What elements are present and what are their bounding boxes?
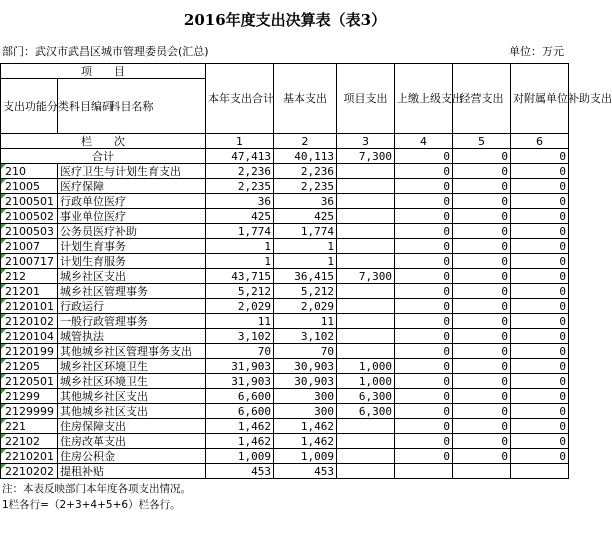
- col-number: 4: [395, 134, 453, 149]
- col-number: 6: [511, 134, 569, 149]
- subject-code: 2210201: [1, 449, 58, 464]
- table-row: [1, 329, 569, 344]
- amount-cell: [337, 179, 395, 194]
- col-subsidy-header: 对附属单位补助支出: [511, 64, 569, 134]
- total-cell: 0: [511, 149, 569, 164]
- amount-cell: 0: [453, 374, 511, 389]
- subject-name: 医疗卫生与计划生育支出: [58, 164, 206, 179]
- amount-cell: 3,102: [274, 329, 337, 344]
- amount-cell: [337, 344, 395, 359]
- amount-cell: 0: [453, 164, 511, 179]
- total-cell: 7,300: [337, 149, 395, 164]
- amount-cell: 70: [274, 344, 337, 359]
- subject-code: 21007: [1, 239, 58, 254]
- amount-cell: 0: [453, 359, 511, 374]
- subject-code: 21299: [1, 389, 58, 404]
- subject-code: 2100501: [1, 194, 58, 209]
- amount-cell: 1,009: [274, 449, 337, 464]
- amount-cell: 0: [511, 374, 569, 389]
- amount-cell: 0: [511, 254, 569, 269]
- table-row: [1, 164, 569, 179]
- subject-code: 2120199: [1, 344, 58, 359]
- amount-cell: 0: [395, 239, 453, 254]
- amount-cell: 0: [511, 284, 569, 299]
- table-row: [1, 269, 569, 284]
- total-cell: 0: [453, 149, 511, 164]
- amount-cell: 425: [274, 209, 337, 224]
- amount-cell: 0: [395, 209, 453, 224]
- amount-cell: 2,235: [206, 179, 274, 194]
- amount-cell: [337, 419, 395, 434]
- amount-cell: 0: [395, 374, 453, 389]
- table-note: 注：本表反映部门本年度各项支出情况。: [2, 483, 191, 495]
- amount-cell: 31,903: [206, 359, 274, 374]
- amount-cell: 0: [511, 224, 569, 239]
- amount-cell: 0: [511, 389, 569, 404]
- table-row: [1, 179, 569, 194]
- amount-cell: 6,300: [337, 404, 395, 419]
- amount-cell: [337, 329, 395, 344]
- amount-cell: 36,415: [274, 269, 337, 284]
- amount-cell: 0: [453, 449, 511, 464]
- table-row: [1, 434, 569, 449]
- amount-cell: 1,009: [206, 449, 274, 464]
- table-row: [1, 344, 569, 359]
- amount-cell: 0: [453, 329, 511, 344]
- table-row: [1, 404, 569, 419]
- subject-name: 城管执法: [58, 329, 206, 344]
- subject-name: 计划生育事务: [58, 239, 206, 254]
- amount-cell: 1,774: [274, 224, 337, 239]
- name-header: 科目名称: [58, 79, 206, 134]
- amount-cell: 0: [453, 209, 511, 224]
- subject-code: 21005: [1, 179, 58, 194]
- amount-cell: 3,102: [206, 329, 274, 344]
- col-basic-header: 基本支出: [274, 64, 337, 134]
- table-row: [1, 299, 569, 314]
- amount-cell: 2,235: [274, 179, 337, 194]
- table-row: [1, 254, 569, 269]
- col-upper-header: 上缴上级支出: [395, 64, 453, 134]
- amount-cell: 0: [511, 209, 569, 224]
- unit-label: 单位：万元: [509, 45, 564, 58]
- amount-cell: 453: [206, 464, 274, 479]
- col-business-header: 经营支出: [453, 64, 511, 134]
- amount-cell: 1,000: [337, 359, 395, 374]
- amount-cell: 0: [395, 434, 453, 449]
- amount-cell: 0: [453, 404, 511, 419]
- item-header: 项 目: [1, 64, 206, 79]
- col-number: 2: [274, 134, 337, 149]
- amount-cell: [337, 194, 395, 209]
- amount-cell: 0: [395, 284, 453, 299]
- table-row: [1, 359, 569, 374]
- amount-cell: [395, 464, 453, 479]
- amount-cell: 0: [453, 434, 511, 449]
- amount-cell: 2,236: [274, 164, 337, 179]
- amount-cell: 0: [395, 359, 453, 374]
- amount-cell: 425: [206, 209, 274, 224]
- amount-cell: 0: [395, 224, 453, 239]
- amount-cell: 1: [206, 239, 274, 254]
- subject-code: 21205: [1, 359, 58, 374]
- table-row: [1, 449, 569, 464]
- amount-cell: 0: [395, 329, 453, 344]
- col-project-header: 项目支出: [337, 64, 395, 134]
- amount-cell: 0: [395, 449, 453, 464]
- subject-name: 城乡社区支出: [58, 269, 206, 284]
- table-row: [1, 374, 569, 389]
- amount-cell: 7,300: [337, 269, 395, 284]
- subject-code: 2100503: [1, 224, 58, 239]
- subject-name: 提租补贴: [58, 464, 206, 479]
- total-cell: 40,113: [274, 149, 337, 164]
- amount-cell: 1: [274, 254, 337, 269]
- col-number: 3: [337, 134, 395, 149]
- amount-cell: 0: [511, 299, 569, 314]
- amount-cell: 0: [395, 344, 453, 359]
- subject-code: 22102: [1, 434, 58, 449]
- table-row: [1, 194, 569, 209]
- subject-code: 2210202: [1, 464, 58, 479]
- subject-name: 住房公积金: [58, 449, 206, 464]
- col-total-header: 本年支出合计: [206, 64, 274, 134]
- lanci-label: 栏 次: [1, 134, 206, 149]
- amount-cell: 36: [274, 194, 337, 209]
- amount-cell: [337, 254, 395, 269]
- expenditure-table: [0, 63, 612, 479]
- total-label: 合计: [1, 149, 206, 164]
- amount-cell: 2,029: [206, 299, 274, 314]
- report-title: 2016年度支出决算表（表3）: [183, 11, 387, 29]
- table-row: [1, 239, 569, 254]
- subject-code: 2120501: [1, 374, 58, 389]
- amount-cell: 0: [511, 194, 569, 209]
- amount-cell: 0: [511, 359, 569, 374]
- subject-name: 公务员医疗补助: [58, 224, 206, 239]
- amount-cell: 6,600: [206, 389, 274, 404]
- amount-cell: 453: [274, 464, 337, 479]
- subject-name: 城乡社区环境卫生: [58, 359, 206, 374]
- amount-cell: 0: [511, 419, 569, 434]
- amount-cell: 1,000: [337, 374, 395, 389]
- amount-cell: 30,903: [274, 374, 337, 389]
- subject-name: 城乡社区管理事务: [58, 284, 206, 299]
- amount-cell: 0: [395, 164, 453, 179]
- amount-cell: [337, 164, 395, 179]
- amount-cell: 1: [274, 239, 337, 254]
- subject-code: 2120102: [1, 314, 58, 329]
- amount-cell: 0: [511, 329, 569, 344]
- amount-cell: 0: [453, 194, 511, 209]
- subject-code: 21201: [1, 284, 58, 299]
- total-row: [1, 149, 569, 164]
- amount-cell: [337, 209, 395, 224]
- amount-cell: 0: [453, 344, 511, 359]
- amount-cell: 1,462: [274, 434, 337, 449]
- amount-cell: [337, 464, 395, 479]
- subject-code: 2129999: [1, 404, 58, 419]
- subject-name: 住房改革支出: [58, 434, 206, 449]
- total-cell: 47,413: [206, 149, 274, 164]
- amount-cell: 0: [395, 404, 453, 419]
- amount-cell: 0: [453, 239, 511, 254]
- amount-cell: 0: [453, 269, 511, 284]
- amount-cell: 0: [511, 239, 569, 254]
- amount-cell: 0: [395, 314, 453, 329]
- amount-cell: [337, 299, 395, 314]
- subject-name: 行政运行: [58, 299, 206, 314]
- amount-cell: 1,774: [206, 224, 274, 239]
- amount-cell: 0: [511, 269, 569, 284]
- amount-cell: 5,212: [206, 284, 274, 299]
- amount-cell: 43,715: [206, 269, 274, 284]
- department-label: 部门：武汉市武昌区城市管理委员会(汇总): [2, 45, 209, 58]
- subject-code: 210: [1, 164, 58, 179]
- amount-cell: 0: [511, 404, 569, 419]
- amount-cell: 0: [511, 449, 569, 464]
- column-number-row: [1, 134, 569, 149]
- table-row: [1, 209, 569, 224]
- amount-cell: 1: [206, 254, 274, 269]
- table-row: [1, 224, 569, 239]
- amount-cell: 2,029: [274, 299, 337, 314]
- amount-cell: 11: [274, 314, 337, 329]
- subject-code: 2100717: [1, 254, 58, 269]
- amount-cell: 30,903: [274, 359, 337, 374]
- subject-name: 其他城乡社区支出: [58, 404, 206, 419]
- amount-cell: 0: [453, 224, 511, 239]
- total-cell: 0: [395, 149, 453, 164]
- amount-cell: 0: [395, 299, 453, 314]
- table-row: [1, 419, 569, 434]
- subject-code: 2120101: [1, 299, 58, 314]
- amount-cell: [337, 434, 395, 449]
- amount-cell: 0: [511, 164, 569, 179]
- amount-cell: 0: [511, 314, 569, 329]
- amount-cell: 0: [453, 179, 511, 194]
- code-header: 支出功能分类科目编码: [1, 79, 58, 134]
- amount-cell: 1,462: [206, 419, 274, 434]
- subject-name: 计划生育服务: [58, 254, 206, 269]
- subject-code: 2120104: [1, 329, 58, 344]
- subject-name: 城乡社区环境卫生: [58, 374, 206, 389]
- subject-name: 住房保障支出: [58, 419, 206, 434]
- amount-cell: [337, 239, 395, 254]
- amount-cell: 0: [453, 419, 511, 434]
- amount-cell: 0: [395, 194, 453, 209]
- subject-name: 其他城乡社区支出: [58, 389, 206, 404]
- amount-cell: [453, 464, 511, 479]
- amount-cell: 0: [453, 389, 511, 404]
- table-row: [1, 464, 569, 479]
- amount-cell: [337, 224, 395, 239]
- amount-cell: 2,236: [206, 164, 274, 179]
- amount-cell: 0: [395, 419, 453, 434]
- table-formula-note: 1栏各行=（2+3+4+5+6）栏各行。: [2, 499, 181, 511]
- amount-cell: 0: [453, 314, 511, 329]
- amount-cell: 0: [395, 269, 453, 284]
- amount-cell: 6,300: [337, 389, 395, 404]
- amount-cell: 300: [274, 404, 337, 419]
- amount-cell: 0: [453, 254, 511, 269]
- amount-cell: 0: [511, 344, 569, 359]
- amount-cell: 0: [395, 389, 453, 404]
- amount-cell: [337, 284, 395, 299]
- table-row: [1, 389, 569, 404]
- amount-cell: 70: [206, 344, 274, 359]
- amount-cell: 0: [395, 179, 453, 194]
- amount-cell: 31,903: [206, 374, 274, 389]
- table-row: [1, 284, 569, 299]
- amount-cell: 0: [395, 254, 453, 269]
- subject-code: 212: [1, 269, 58, 284]
- subject-name: 一般行政管理事务: [58, 314, 206, 329]
- amount-cell: 300: [274, 389, 337, 404]
- col-number: 1: [206, 134, 274, 149]
- subject-code: 221: [1, 419, 58, 434]
- amount-cell: 0: [511, 179, 569, 194]
- amount-cell: 6,600: [206, 404, 274, 419]
- amount-cell: [337, 449, 395, 464]
- subject-name: 医疗保障: [58, 179, 206, 194]
- subject-code: 2100502: [1, 209, 58, 224]
- amount-cell: 1,462: [274, 419, 337, 434]
- amount-cell: 0: [511, 434, 569, 449]
- amount-cell: 5,212: [274, 284, 337, 299]
- amount-cell: [511, 464, 569, 479]
- subject-name: 事业单位医疗: [58, 209, 206, 224]
- amount-cell: 0: [453, 299, 511, 314]
- table-row: [1, 314, 569, 329]
- amount-cell: 1,462: [206, 434, 274, 449]
- amount-cell: 0: [453, 284, 511, 299]
- amount-cell: 11: [206, 314, 274, 329]
- col-number: 5: [453, 134, 511, 149]
- subject-name: 其他城乡社区管理事务支出: [58, 344, 206, 359]
- amount-cell: [337, 314, 395, 329]
- subject-name: 行政单位医疗: [58, 194, 206, 209]
- amount-cell: 36: [206, 194, 274, 209]
